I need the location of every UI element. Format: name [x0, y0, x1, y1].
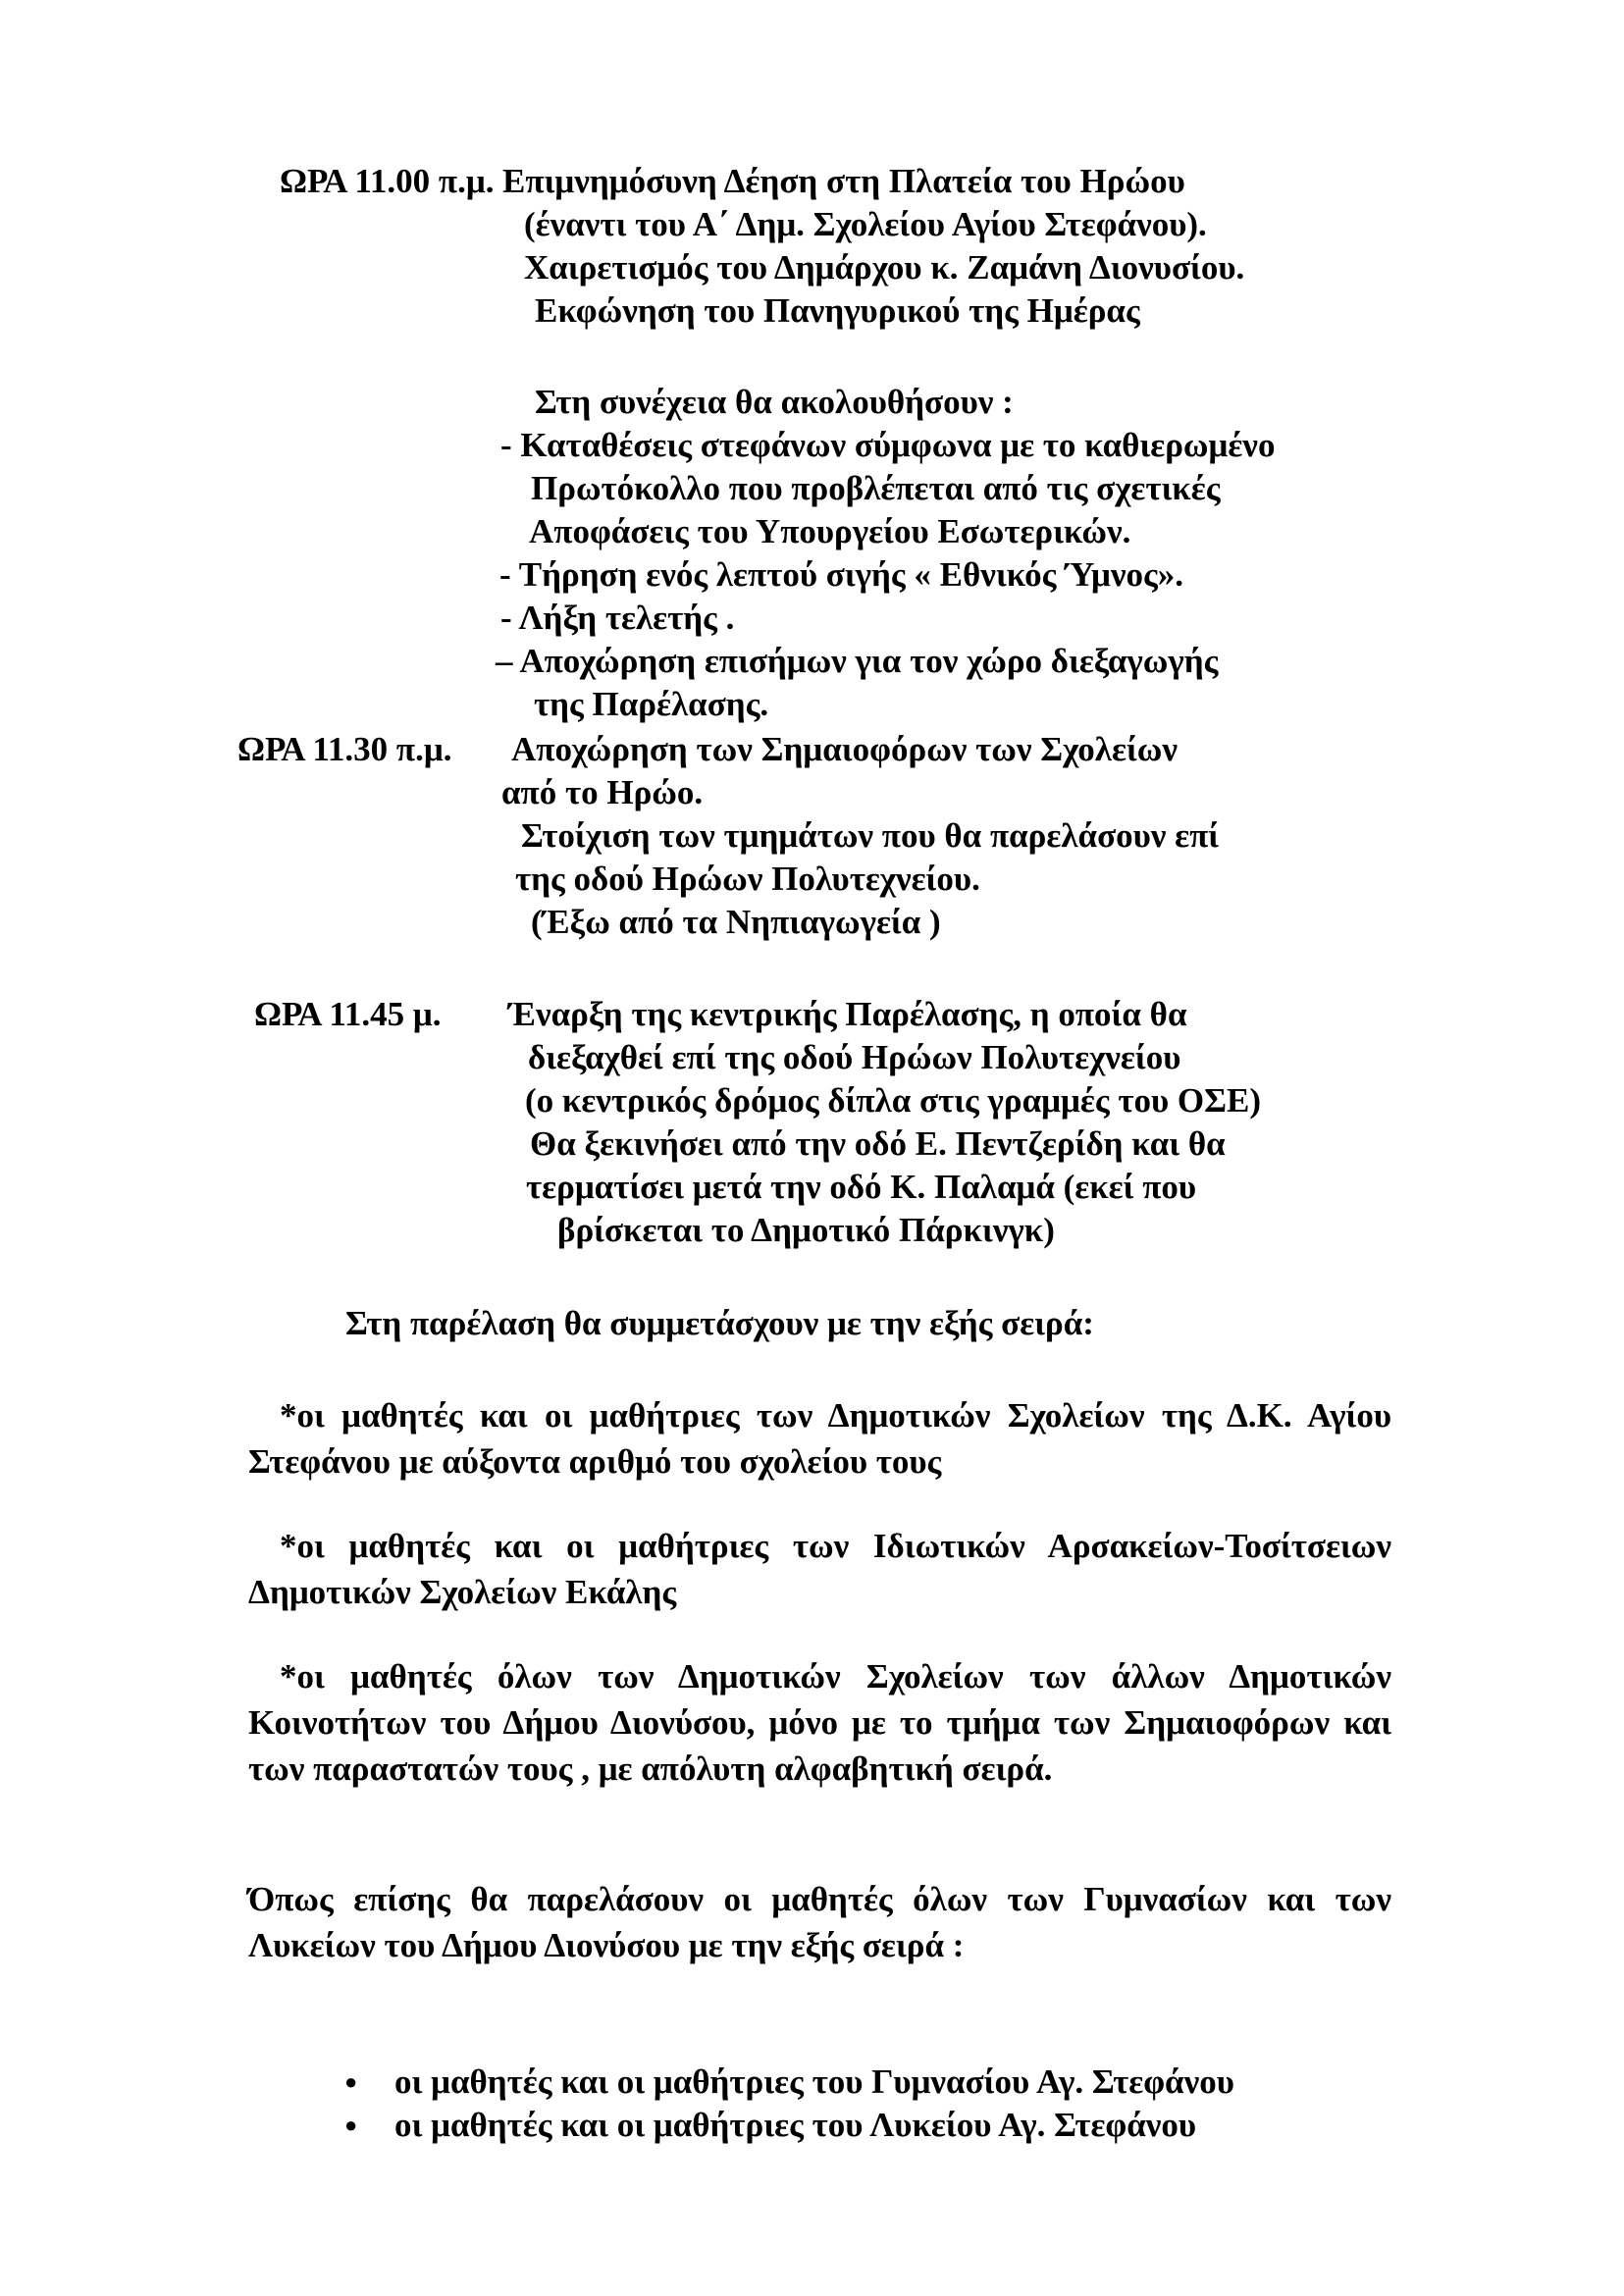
s1-item: - Λήξη τελετής .: [500, 599, 735, 637]
s2-first-line: Αποχώρηση των Σημαιοφόρων των Σχολείων: [511, 730, 1179, 768]
s2-line: της οδού Ηρώων Πολυτεχνείου.: [515, 860, 980, 898]
bullet-icon: ●: [344, 2069, 358, 2094]
s1-item: Αποφάσεις του Υπουργείου Εσωτερικών.: [529, 512, 1131, 550]
s2-line: Στοίχιση των τμημάτων που θα παρελάσουν επί: [521, 816, 1220, 855]
s3-line: (ο κεντρικός δρόμος δίπλα στις γραμμές του ΟΣΕ): [525, 1081, 1261, 1120]
s1-line: Χαιρετισμός του Δημάρχου κ. Ζαμάνη Διονυσίου.: [524, 248, 1245, 287]
s1-item: Πρωτόκολλο που προβλέπεται από τις σχετικές: [531, 469, 1221, 507]
s1-item: της Παρέλασης.: [534, 685, 769, 723]
s1-line: (έναντι του Α΄ Δημ. Σχολείου Αγίου Στεφάνου).: [524, 205, 1207, 243]
s2-line: (Έξω από τα Νηπιαγωγεία ): [531, 903, 941, 941]
s1-item: - Τήρηση ενός λεπτού σιγής « Εθνικός Ύμνος».: [499, 555, 1184, 594]
s2-time: ΩΡΑ 11.30 π.μ.: [237, 730, 452, 768]
s3-time: ΩΡΑ 11.45 μ.: [254, 995, 442, 1033]
secondary-schools-intro: Όπως επίσης θα παρελάσουν οι μαθητές όλων των Γυμνασίων και των Λυκείων του Δήμου Διονύσου με την εξής σειρά :: [248, 1880, 1391, 1964]
s1-item: – Αποχώρηση επισήμων για τον χώρο διεξαγωγής: [496, 642, 1219, 680]
participants-paragraph-3: *οι μαθητές όλων των Δημοτικών Σχολείων των άλλων Δημοτικών Κοινοτήτων του Δήμου Διονύσου, μόνο με το τμήμα των Σημαιοφόρων και των παραστατών τους , με απόλυτη αλφαβητική σειρά.: [248, 1657, 1391, 1788]
s2-line: από το Ηρώο.: [501, 773, 704, 811]
s1-item: - Καταθέσεις στεφάνων σύμφωνα με το καθιερωμένο: [500, 426, 1276, 464]
s1-follow-intro: Στη συνέχεια θα ακολουθήσουν :: [535, 383, 1014, 421]
s3-line: διεξαχθεί επί της οδού Ηρώων Πολυτεχνείου: [528, 1038, 1181, 1076]
s1-first-line: Επιμνημόσυνη Δέηση στη Πλατεία του Ηρώου: [502, 162, 1185, 200]
s1-line: Εκφώνηση του Πανηγυρικού της Ημέρας: [535, 291, 1140, 330]
bullet-item: οι μαθητές και οι μαθήτριες του Λυκείου Αγ. Στεφάνου: [394, 2106, 1197, 2144]
s3-line: Θα ξεκινήσει από την οδό Ε. Πεντζερίδη και θα: [530, 1124, 1226, 1163]
s3-line: τερματίσει μετά την οδό Κ. Παλαμά (εκεί που: [526, 1168, 1197, 1206]
bullet-icon: ●: [344, 2113, 358, 2137]
bullet-item: οι μαθητές και οι μαθήτριες του Γυμνασίου Αγ. Στεφάνου: [394, 2062, 1234, 2101]
parade-intro: Στη παρέλαση θα συμμετάσχουν με την εξής σειρά:: [345, 1304, 1094, 1342]
s3-line: βρίσκεται το Δημοτικό Πάρκινγκ): [557, 1211, 1055, 1249]
s1-time: ΩΡΑ 11.00 π.μ.: [280, 162, 495, 200]
participants-paragraph-1: *οι μαθητές και οι μαθήτριες των Δημοτικών Σχολείων της Δ.Κ. Αγίου Στεφάνου με αύξοντα αριθμό του σχολείου τους: [248, 1396, 1391, 1481]
participants-paragraph-2: *οι μαθητές και οι μαθήτριες των Ιδιωτικών Αρσακείων-Τοσίτσειων Δημοτικών Σχολείων Εκάλης: [248, 1527, 1391, 1611]
s3-first-line: Έναρξη της κεντρικής Παρέλασης, η οποία θα: [508, 995, 1187, 1033]
